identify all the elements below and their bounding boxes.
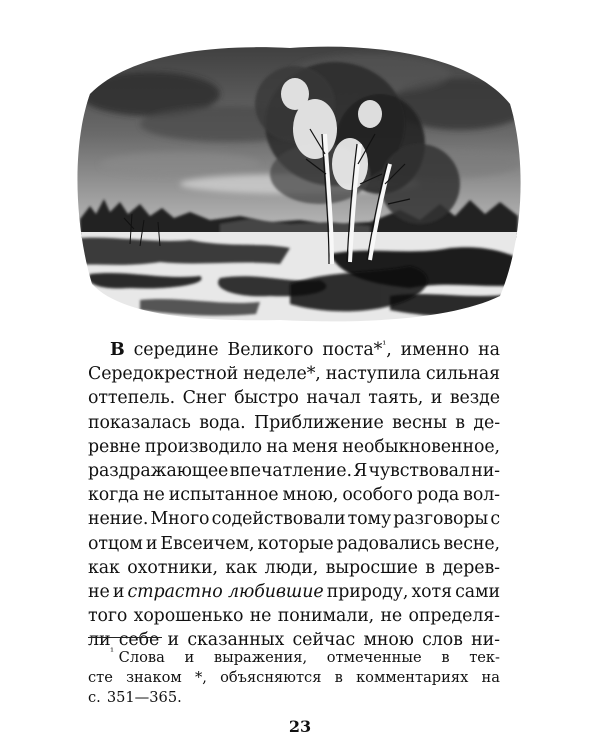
text-line-5: ревне производило на меня необыкновенное, — [88, 436, 500, 457]
text-line-2: Середокрестной неделе*, наступила сильная — [88, 364, 500, 385]
footnote-divider — [88, 637, 162, 638]
text-line-9: отцом и Евсеичем, которые радовались весне, — [88, 533, 500, 554]
italic-phrase: страстно любившие — [127, 581, 324, 602]
text-line-1: В середине Великого поста*$^{^1}$, именно на — [88, 338, 500, 362]
footnote — [88, 648, 500, 708]
lead-word: В — [110, 340, 125, 360]
body-text — [88, 338, 500, 652]
text-line-6: раздражающее впечатление. Я чувствовал ни- — [88, 460, 500, 481]
text-line-10: как охотники, как люди, выросшие в дерев- — [88, 557, 500, 578]
footnote-line-1: $^{^1}$ Слова и выражения, отмеченные в тек- — [110, 647, 500, 666]
text-line-11: не и страстно любившие природу, хотя сами — [88, 580, 500, 604]
text-line-4: показалась вода. Приближение весны в де- — [88, 412, 500, 433]
footnote-ref[interactable]: ¹ — [382, 340, 387, 351]
footnote-marker: ¹ — [110, 647, 115, 658]
landscape-illustration — [70, 34, 528, 324]
text-line-3: оттепель. Снег быстро начал таять, и везде — [88, 388, 500, 409]
text-line-7: когда не испытанное мною, особого рода вол- — [88, 485, 500, 506]
footnote-line-3: с. 351—365. — [88, 689, 182, 706]
text-line-13: ли себе и сказанных сейчас мною слов ни- — [88, 630, 500, 651]
footnote-line-2: сте знаком *, объясняются в комментариях на — [88, 669, 500, 686]
text-line-12: того хорошенько не понимали, не определя- — [88, 606, 500, 627]
page-number: 23 — [288, 717, 312, 736]
text-line-8: нение. Много содействовали тому разговоры с — [88, 509, 500, 530]
